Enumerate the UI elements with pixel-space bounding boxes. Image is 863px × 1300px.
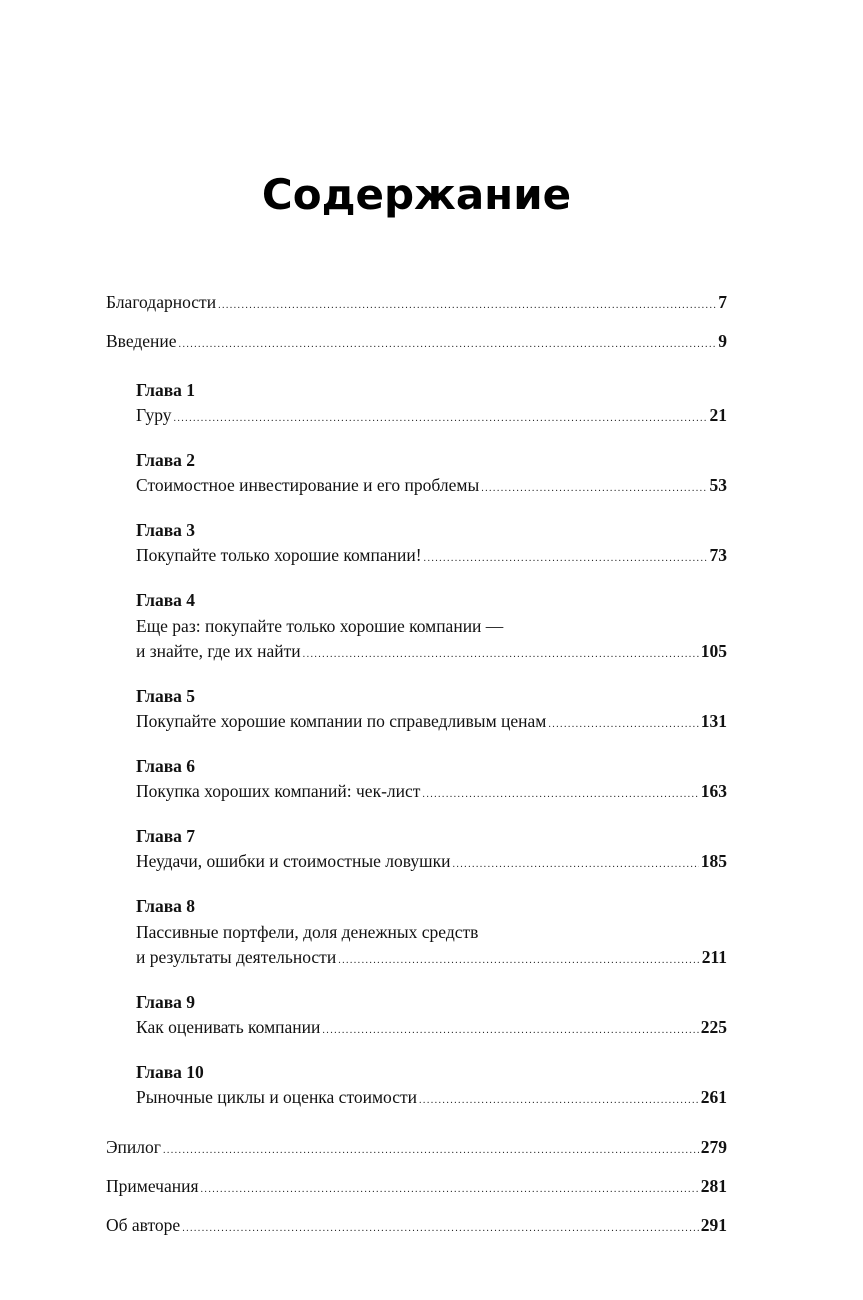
toc-entry-chapter-9[interactable] (136, 989, 727, 1043)
chapter-title-line-1: Еще раз: покупайте только хорошие компании — (136, 616, 504, 636)
entry-label: Благодарности (106, 292, 217, 312)
chapter-heading: Глава 8 (136, 896, 196, 916)
page-number: 225 (700, 1017, 727, 1037)
chapter-heading: Глава 4 (136, 590, 196, 610)
dot-leader (303, 643, 699, 667)
entry-label: Об авторе (106, 1215, 181, 1235)
front-matter (106, 290, 727, 357)
dot-leader (322, 1019, 698, 1043)
toc-entry-acknowledgements[interactable] (106, 290, 727, 318)
chapter-heading: Глава 5 (136, 686, 196, 706)
toc-entry-chapter-4[interactable] (136, 587, 727, 667)
page-number: 281 (700, 1176, 727, 1196)
toc-entry-chapter-2[interactable] (136, 447, 727, 501)
chapter-title: Стоимостное инвестирование и его проблемы (136, 475, 480, 495)
chapter-title: Неудачи, ошибки и стоимостные ловушки (136, 851, 451, 871)
chapter-heading: Глава 10 (136, 1062, 204, 1082)
page-number: 185 (700, 851, 727, 871)
dot-leader (201, 1178, 699, 1202)
chapter-title: Покупайте хорошие компании по справедливым ценам (136, 711, 547, 731)
chapter-heading: Глава 3 (136, 520, 196, 540)
page-number: 131 (700, 711, 727, 731)
toc-entry-chapter-3[interactable] (136, 517, 727, 571)
dot-leader (419, 1089, 699, 1113)
toc-entry-chapter-8[interactable] (136, 893, 727, 973)
page-title: Содержание (261, 170, 572, 220)
dot-leader (173, 407, 707, 431)
toc-entry-chapter-6[interactable] (136, 753, 727, 807)
chapter-title: и знайте, где их найти (136, 641, 301, 661)
chapter-heading: Глава 1 (136, 380, 196, 400)
toc-entry-chapter-1[interactable] (136, 377, 727, 431)
toc-entry-chapter-5[interactable] (136, 683, 727, 737)
page-number: 73 (709, 545, 727, 565)
chapter-title: Гуру (136, 405, 172, 425)
dot-leader (548, 713, 698, 737)
toc-entry-chapter-10[interactable] (136, 1059, 727, 1113)
page-number: 21 (709, 405, 727, 425)
page-number: 105 (700, 641, 727, 661)
entry-label: Примечания (106, 1176, 199, 1196)
toc-entry-epilogue[interactable] (106, 1135, 727, 1163)
dot-leader (424, 547, 708, 571)
dot-leader (422, 783, 698, 807)
table-of-contents (106, 290, 727, 1252)
toc-entry-about-author[interactable] (106, 1213, 727, 1241)
chapter-title: Как оценивать компании (136, 1017, 321, 1037)
dot-leader (481, 477, 707, 501)
chapter-title: Покупайте только хорошие компании! (136, 545, 422, 565)
chapter-heading: Глава 6 (136, 756, 196, 776)
page-number: 163 (700, 781, 727, 801)
back-matter (106, 1135, 727, 1241)
dot-leader (163, 1139, 699, 1163)
dot-leader (452, 853, 698, 877)
page-number: 211 (701, 947, 727, 967)
dot-leader (182, 1217, 699, 1241)
page-number: 7 (718, 292, 727, 312)
dot-leader (218, 294, 716, 318)
chapter-list (136, 377, 727, 1113)
chapter-heading: Глава 9 (136, 992, 196, 1012)
chapter-title: и результаты деятельности (136, 947, 337, 967)
toc-entry-introduction[interactable] (106, 329, 727, 357)
chapter-title-line-1: Пассивные портфели, доля денежных средств (136, 922, 479, 942)
chapter-heading: Глава 2 (136, 450, 196, 470)
chapter-title: Рыночные циклы и оценка стоимости (136, 1087, 418, 1107)
dot-leader (338, 949, 700, 973)
toc-entry-chapter-7[interactable] (136, 823, 727, 877)
page-number: 9 (718, 331, 727, 351)
dot-leader (179, 333, 717, 357)
page-number: 261 (700, 1087, 727, 1107)
toc-entry-notes[interactable] (106, 1174, 727, 1202)
chapter-heading: Глава 7 (136, 826, 196, 846)
page-number: 291 (700, 1215, 727, 1235)
entry-label: Эпилог (106, 1137, 161, 1157)
page-number: 279 (700, 1137, 727, 1157)
page-number: 53 (709, 475, 727, 495)
entry-label: Введение (106, 331, 177, 351)
chapter-title: Покупка хороших компаний: чек-лист (136, 781, 421, 801)
